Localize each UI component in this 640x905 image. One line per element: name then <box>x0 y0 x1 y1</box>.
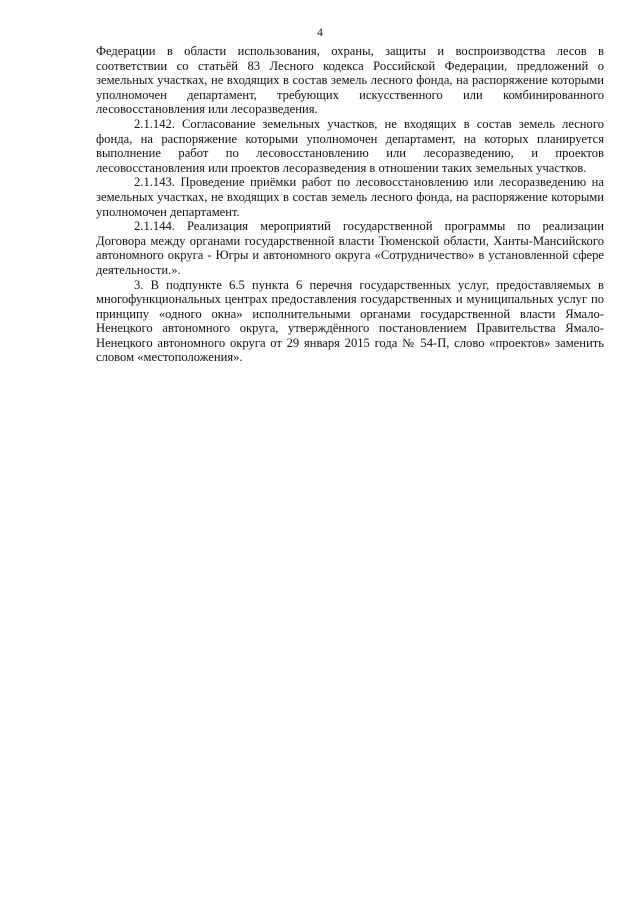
paragraph-item-3: 3. В подпункте 6.5 пункта 6 перечня государственных услуг, предоставляемых в многофункциональных центрах предоставления государственных и муниципальных услуг по принципу «одного окна» исполнительными органами государственной власти Ямало-Ненецкого автономного округа, утверждённого постановлением Правительства Ямало-Ненецкого автономного округа от 29 января 2015 года № 54-П, слово «проектов» заменить словом «местоположения». <box>96 277 604 365</box>
page-number: 4 <box>317 27 323 39</box>
paragraph-continuation: Федерации в области использования, охраны, защиты и воспроизводства лесов в соответствии со статьёй 83 Лесного кодекса Российской Федерации, предложений о земельных участках, не входящих в состав земель лесного фонда, на распоряжение которыми уполномочен департамент, требующих искусственного или комбинированного лесовосстановления или лесоразведения. <box>96 44 604 117</box>
paragraph-2-1-144: 2.1.144. Реализация мероприятий государственной программы по реализации Договора между органами государственной власти Тюменской области, Ханты-Мансийского автономного округа - Югры и автономного округа «Сотрудничество» в установленной сфере деятельности.». <box>96 219 604 277</box>
document-body <box>96 44 604 365</box>
paragraph-2-1-142: 2.1.142. Согласование земельных участков, не входящих в состав земель лесного фонда, на распоряжение которыми уполномочен департамент, на которых планируется выполнение работ по лесовосстановлению или лесоразведению, и проектов лесовосстановления или проектов лесоразведения в отношении таких земельных участков. <box>96 116 604 175</box>
paragraph-2-1-143: 2.1.143. Проведение приёмки работ по лесовосстановлению или лесоразведению на земельных участках, не входящих в состав земель лесного фонда, на распоряжение которыми уполномочен департамент. <box>96 175 604 219</box>
